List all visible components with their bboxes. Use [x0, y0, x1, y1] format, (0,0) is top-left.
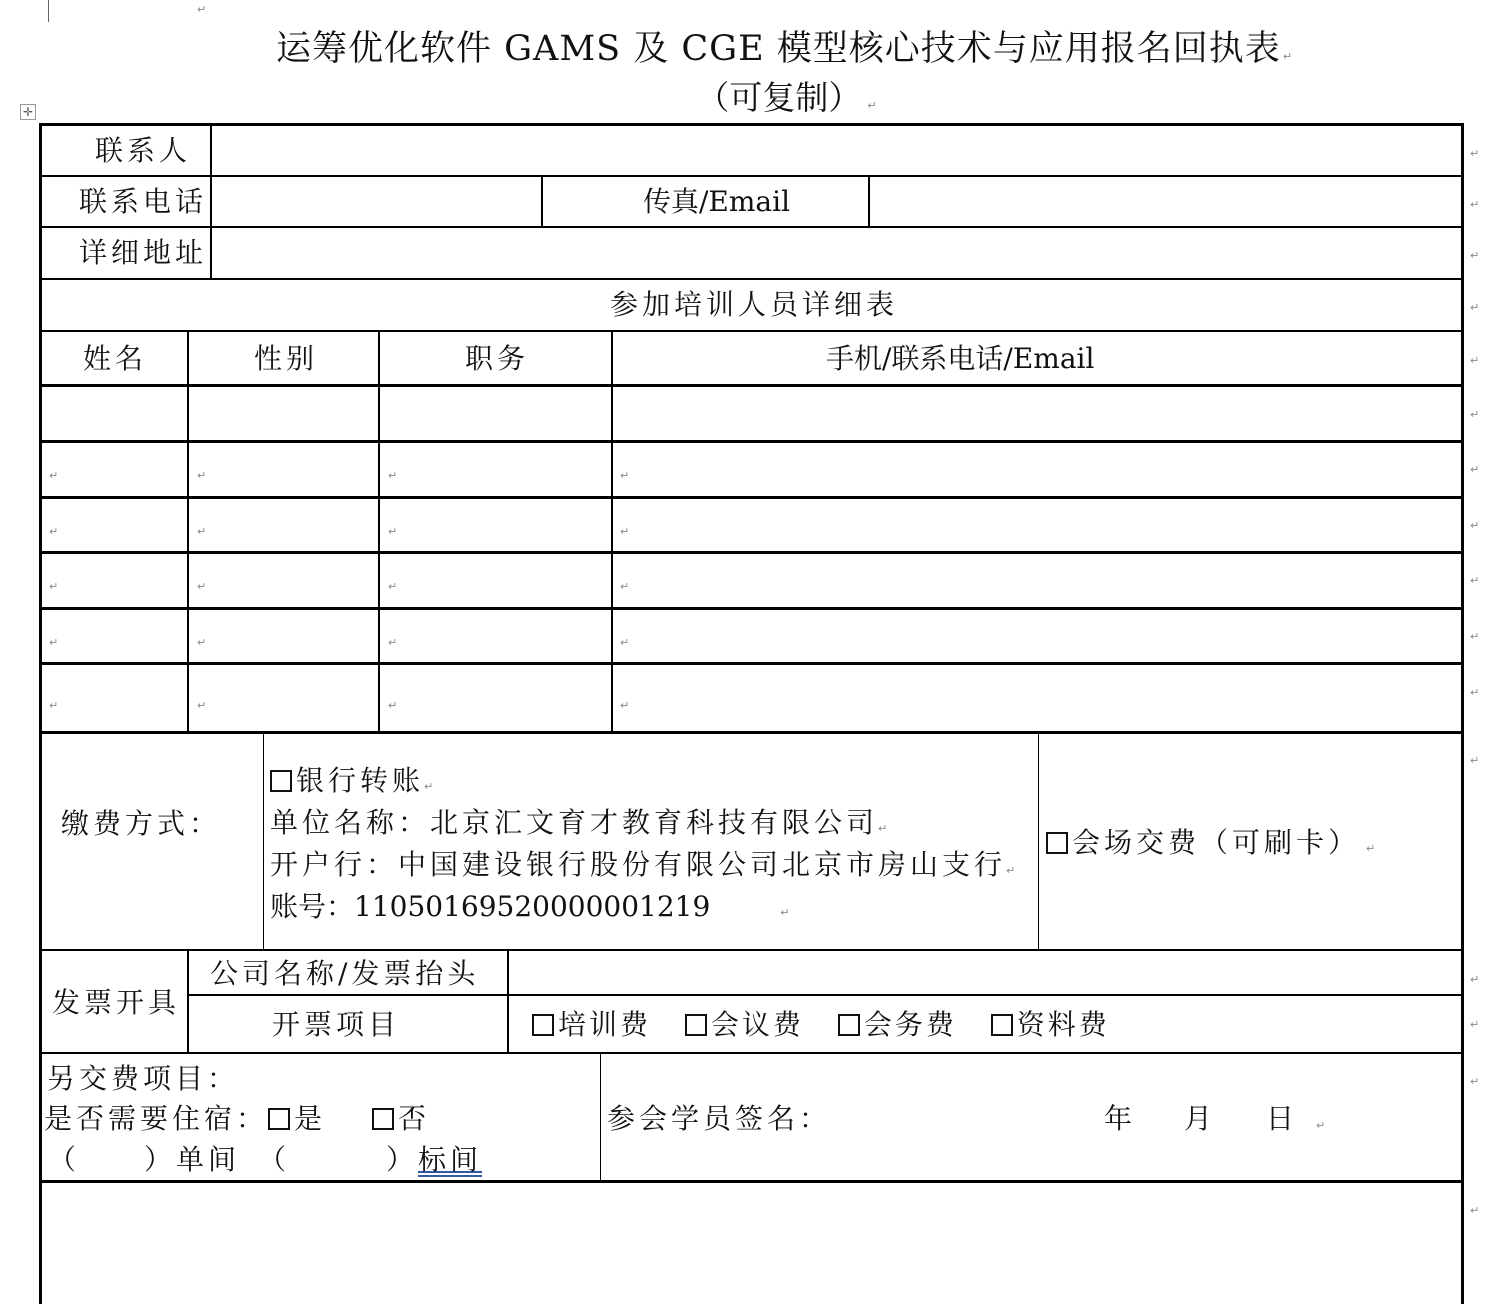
- paragraph-mark-icon: ↵: [424, 780, 438, 793]
- conference-service-fee-label: 会务费: [863, 1008, 957, 1041]
- training-fee-checkbox[interactable]: [532, 1014, 554, 1036]
- signature-label: 参会学员签名：: [607, 1102, 832, 1135]
- paragraph-mark-icon: ↵: [620, 636, 630, 649]
- notes-area[interactable]: [42, 1183, 1461, 1304]
- paragraph-mark-icon: ↵: [620, 469, 630, 482]
- invoice-item-meeting-fee[interactable]: [685, 1008, 804, 1041]
- row-end-mark-icon: ↵: [1470, 630, 1480, 643]
- meeting-fee-label: 会议费: [710, 1008, 804, 1041]
- attendee-contact-cell[interactable]: [613, 443, 1461, 496]
- other-fees-label: 另交费项目：: [47, 1062, 240, 1095]
- invoice-item-conference-service-fee[interactable]: [838, 1008, 957, 1041]
- col-divider: [187, 950, 189, 1053]
- signature-field[interactable]: [820, 1060, 1090, 1170]
- paragraph-mark-icon: ↵: [867, 99, 877, 112]
- lodging-yes-option[interactable]: [268, 1102, 326, 1135]
- onsite-payment-label: 会场交费（可刷卡）: [1072, 826, 1361, 859]
- row-end-mark-icon: ↵: [1470, 1018, 1480, 1031]
- attendee-title-cell[interactable]: [380, 665, 611, 731]
- standard-room-blank[interactable]: （ ）: [258, 1143, 419, 1176]
- row-divider: [39, 731, 1464, 734]
- row-end-mark-icon: ↵: [1470, 301, 1480, 314]
- training-fee-label: 培训费: [558, 1008, 652, 1041]
- col-divider: [541, 176, 543, 227]
- fax-email-label: 传真/Email: [643, 185, 791, 218]
- phone-field[interactable]: [212, 177, 541, 226]
- lodging-yes-label: 是: [294, 1102, 327, 1135]
- paragraph-mark-icon: ↵: [197, 636, 207, 649]
- bank-transfer-label: 银行转账: [296, 764, 425, 797]
- attendee-gender-cell[interactable]: [189, 665, 378, 731]
- paragraph-mark-icon: ↵: [1006, 864, 1020, 877]
- attendee-title-cell[interactable]: [380, 443, 611, 496]
- attendee-gender-cell[interactable]: [189, 554, 378, 607]
- row-end-mark-icon: ↵: [1470, 198, 1480, 211]
- column-header-title: 职务: [465, 342, 530, 375]
- attendee-contact-cell[interactable]: [613, 499, 1461, 551]
- materials-fee-checkbox[interactable]: [991, 1014, 1013, 1036]
- attendee-name-cell[interactable]: [42, 499, 187, 551]
- document-subtitle: [0, 76, 1507, 120]
- paragraph-mark-icon: ↵: [388, 469, 398, 482]
- column-header-name: 姓名: [83, 342, 148, 375]
- lodging-no-label: 否: [398, 1102, 431, 1135]
- contact-person-field[interactable]: [212, 126, 1461, 175]
- bank-name-line: [270, 848, 1019, 882]
- attendee-gender-cell[interactable]: [189, 387, 378, 440]
- meeting-fee-checkbox[interactable]: [685, 1014, 707, 1036]
- room-type-line: [48, 1143, 482, 1177]
- phone-label: 联系电话: [79, 185, 208, 218]
- address-label: 详细地址: [79, 236, 208, 269]
- attendees-section-title: 参加培训人员详细表: [610, 288, 899, 321]
- row-end-mark-icon: ↵: [1470, 354, 1480, 367]
- account-number-line: [270, 890, 790, 924]
- invoice-item-materials-fee[interactable]: [991, 1008, 1110, 1041]
- date-day-label: 日: [1266, 1102, 1295, 1135]
- row-end-mark-icon: ↵: [1470, 147, 1480, 160]
- invoice-item-training-fee[interactable]: [532, 1008, 651, 1041]
- col-divider: [1038, 733, 1039, 950]
- paragraph-mark-icon: ↵: [49, 699, 59, 712]
- paragraph-mark-icon: ↵: [388, 580, 398, 593]
- paragraph-mark-icon: ↵: [780, 906, 790, 919]
- row-end-mark-icon: ↵: [1470, 408, 1480, 421]
- table-move-handle-icon[interactable]: ✛: [20, 104, 36, 120]
- document-subtitle-text: （可复制）: [696, 78, 862, 117]
- paragraph-mark-icon: ↵: [1316, 1119, 1326, 1132]
- attendee-gender-cell[interactable]: [189, 610, 378, 662]
- paragraph-mark-icon: ↵: [620, 525, 630, 538]
- paragraph-mark-icon: ↵: [388, 699, 398, 712]
- row-divider: [188, 994, 1464, 996]
- attendee-gender-cell[interactable]: [189, 443, 378, 496]
- attendee-title-cell[interactable]: [380, 610, 611, 662]
- col-divider: [600, 1053, 601, 1181]
- paragraph-mark-icon: ↵: [197, 580, 207, 593]
- lodging-no-checkbox[interactable]: [372, 1108, 394, 1130]
- invoice-items-options: [532, 1008, 1110, 1042]
- attendee-contact-cell[interactable]: [613, 387, 1461, 440]
- attendee-title-cell[interactable]: [380, 554, 611, 607]
- row-end-mark-icon: ↵: [1470, 1204, 1480, 1217]
- standard-room-option[interactable]: 标间: [418, 1143, 483, 1176]
- table-border-right: [1461, 123, 1464, 1304]
- attendee-contact-cell[interactable]: [613, 554, 1461, 607]
- row-divider: [39, 278, 1464, 280]
- row-end-mark-icon: ↵: [1470, 1075, 1480, 1088]
- paragraph-mark-icon: ↵: [388, 525, 398, 538]
- column-header-gender: 性别: [254, 342, 319, 375]
- paragraph-mark-icon: ↵: [197, 699, 207, 712]
- address-field[interactable]: [212, 228, 1461, 278]
- paragraph-mark-icon: ↵: [49, 580, 59, 593]
- paragraph-mark-icon: ↵: [197, 525, 207, 538]
- materials-fee-label: 资料费: [1016, 1008, 1110, 1041]
- attendee-name-cell[interactable]: [42, 443, 187, 496]
- date-year-label: 年: [1104, 1102, 1133, 1135]
- lodging-yes-checkbox[interactable]: [268, 1108, 290, 1130]
- fax-email-field[interactable]: [870, 177, 1461, 226]
- paragraph-mark-icon: ↵: [388, 636, 398, 649]
- paragraph-mark-icon: ↵: [620, 580, 630, 593]
- invoice-label: 发票开具: [52, 986, 181, 1019]
- account-number-text: 账号：11050169520000001219: [270, 890, 711, 923]
- paragraph-mark-icon: ↵: [197, 3, 207, 16]
- paragraph-mark-icon: ↵: [878, 822, 892, 835]
- invoice-company-title-field[interactable]: [509, 951, 1461, 994]
- contact-person-label: 联系人: [95, 134, 192, 167]
- lodging-no-option[interactable]: [372, 1102, 430, 1135]
- document-title: [0, 26, 1507, 72]
- row-end-mark-icon: ↵: [1470, 249, 1480, 262]
- payment-method-label: 缴费方式：: [61, 807, 222, 840]
- row-divider: [39, 330, 1464, 332]
- bank-transfer-checkbox[interactable]: [270, 770, 292, 792]
- text-cursor: [48, 0, 49, 22]
- onsite-payment-option[interactable]: [1046, 826, 1379, 860]
- column-header-contact: 手机/联系电话/Email: [826, 342, 1095, 375]
- onsite-payment-checkbox[interactable]: [1046, 832, 1068, 854]
- bank-transfer-option[interactable]: [270, 764, 437, 798]
- row-end-mark-icon: ↵: [1470, 574, 1480, 587]
- attendee-name-cell[interactable]: [42, 610, 187, 662]
- lodging-question-line: [44, 1102, 430, 1136]
- attendee-gender-cell[interactable]: [189, 499, 378, 551]
- conference-service-fee-checkbox[interactable]: [838, 1014, 860, 1036]
- single-room-option[interactable]: （ ）单间: [48, 1143, 241, 1176]
- paragraph-mark-icon: ↵: [49, 525, 59, 538]
- row-end-mark-icon: ↵: [1470, 973, 1480, 986]
- payee-company-text: 单位名称：北京汇文育才教育科技有限公司: [270, 806, 879, 839]
- attendee-name-cell[interactable]: [42, 554, 187, 607]
- bank-name-text: 开户行：中国建设银行股份有限公司北京市房山支行: [270, 848, 1007, 881]
- row-end-mark-icon: ↵: [1470, 686, 1480, 699]
- attendee-contact-cell[interactable]: [613, 610, 1461, 662]
- payee-company-line: [270, 806, 891, 840]
- paragraph-mark-icon: ↵: [197, 469, 207, 482]
- row-end-mark-icon: ↵: [1470, 519, 1480, 532]
- paragraph-mark-icon: ↵: [49, 469, 59, 482]
- paragraph-mark-icon: ↵: [1282, 50, 1294, 63]
- date-month-label: 月: [1184, 1102, 1213, 1135]
- attendee-name-cell[interactable]: [42, 665, 187, 731]
- attendee-contact-cell[interactable]: [613, 665, 1461, 731]
- attendee-title-cell[interactable]: [380, 387, 611, 440]
- attendee-title-cell[interactable]: [380, 499, 611, 551]
- row-divider: [39, 1052, 1464, 1054]
- col-divider: [263, 733, 264, 950]
- invoice-items-label: 开票项目: [272, 1008, 401, 1041]
- row-end-mark-icon: ↵: [1470, 463, 1480, 476]
- row-end-mark-icon: ↵: [1470, 754, 1480, 767]
- invoice-company-title-label: 公司名称/发票抬头: [210, 957, 480, 990]
- document-title-text: 运筹优化软件 GAMS 及 CGE 模型核心技术与应用报名回执表: [275, 29, 1281, 69]
- paragraph-mark-icon: ↵: [620, 699, 630, 712]
- paragraph-mark-icon: ↵: [1366, 842, 1380, 855]
- lodging-question-label: 是否需要住宿：: [44, 1102, 269, 1135]
- attendee-name-cell[interactable]: [42, 387, 187, 440]
- paragraph-mark-icon: ↵: [49, 636, 59, 649]
